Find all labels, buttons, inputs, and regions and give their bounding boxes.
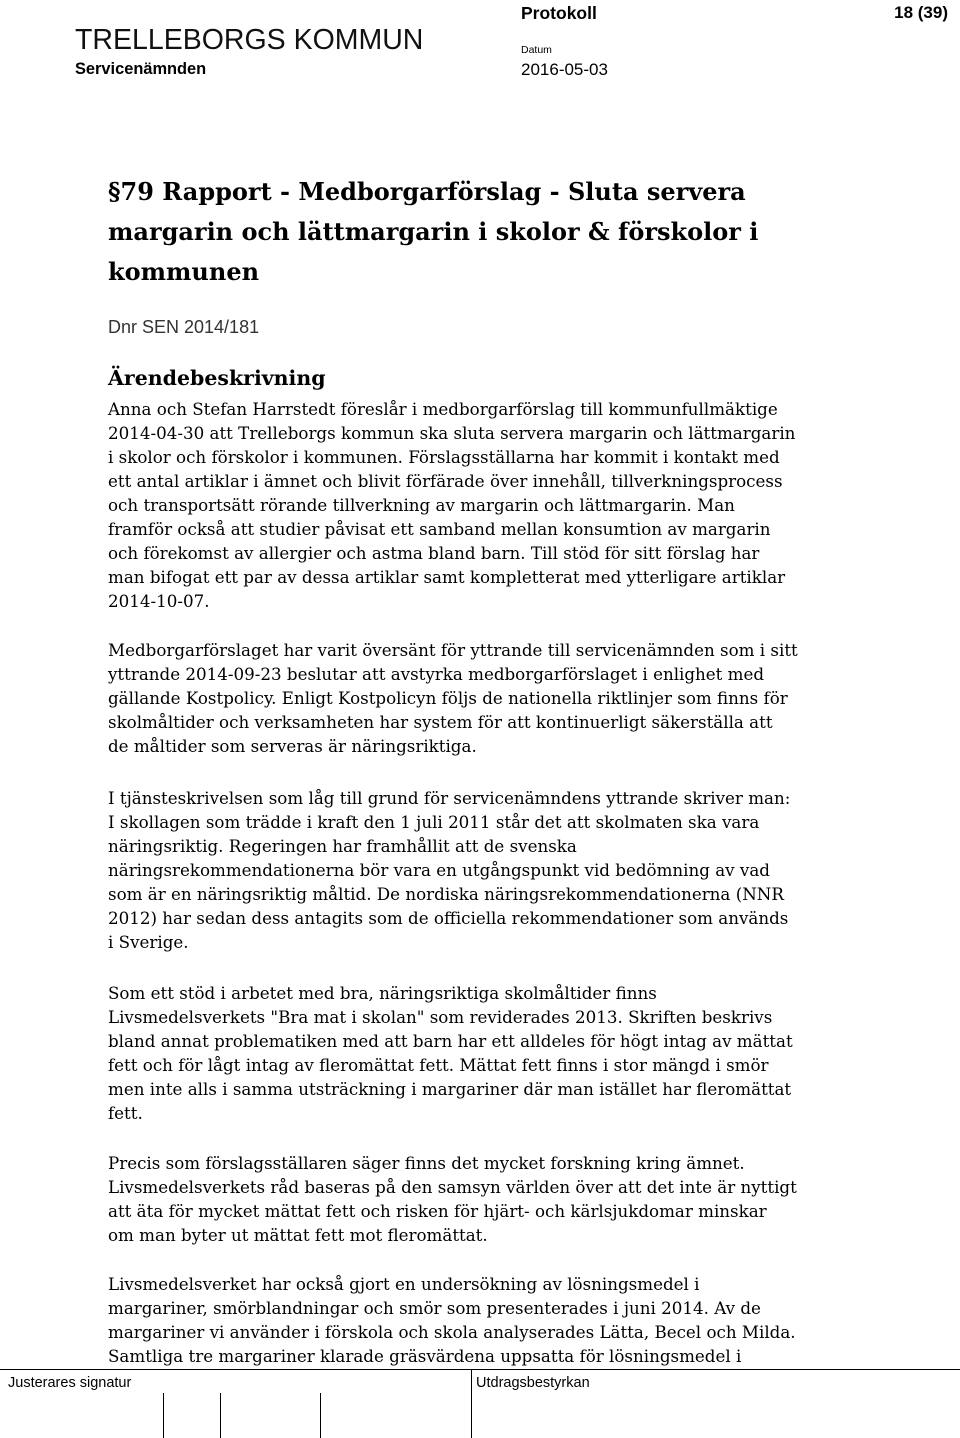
paragraph-line: fett och för lågt intag av fleromättat fett. Mättat fett finns i stor mängd i smör bbox=[108, 1055, 769, 1075]
paragraph-line: Som ett stöd i arbetet med bra, näringsriktiga skolmåltider finns bbox=[108, 983, 657, 1003]
paragraph-line: gällande Kostpolicy. Enligt Kostpolicyn följs de nationella riktlinjer som finns för bbox=[108, 688, 788, 708]
paragraph-line: Precis som förslagsställaren säger finns det mycket forskning kring ämnet. bbox=[108, 1153, 745, 1173]
paragraph-line: 2014-10-07. bbox=[108, 591, 210, 611]
paragraph-line: Anna och Stefan Harrstedt föreslår i medborgarförslag till kommunfullmäktige bbox=[108, 399, 778, 419]
paragraph bbox=[108, 981, 793, 1125]
paragraph-line: yttrande 2014-09-23 beslutar att avstyrka medborgarförslaget i enlighet med bbox=[108, 664, 765, 684]
paragraph-line: 2012) har sedan dess antagits som de officiella rekommendationer som används bbox=[108, 908, 789, 928]
organization-name: TRELLEBORGS KOMMUN bbox=[75, 24, 424, 56]
paragraph-line: som är en näringsriktig måltid. De nordiska näringsrekommendationerna (NNR bbox=[108, 884, 784, 904]
paragraph-line: att äta för mycket mättat fett och risken för hjärt- och kärlsjukdomar minskar bbox=[108, 1201, 767, 1221]
paragraph bbox=[108, 786, 790, 954]
paragraph-line: ett antal artiklar i ämnet och blivit förfärade över innehåll, tillverkningsprocess bbox=[108, 471, 783, 491]
paragraph-line: Medborgarförslaget har varit översänt för yttrande till servicenämnden som i sitt bbox=[108, 640, 798, 660]
paragraph-line: margariner vi använder i förskola och skola analyserades Lätta, Becel och Milda. bbox=[108, 1322, 796, 1342]
paragraph bbox=[108, 397, 795, 613]
section-title bbox=[108, 172, 758, 292]
signature-box-divider bbox=[320, 1393, 321, 1438]
committee-name: Servicenämnden bbox=[75, 60, 207, 78]
paragraph-line: skolmåltider och verksamheten har system för att kontinuerligt säkerställa att bbox=[108, 712, 773, 732]
paragraph-line: och förekomst av allergier och astma bland barn. Till stöd för sitt förslag har bbox=[108, 543, 760, 563]
paragraph bbox=[108, 638, 798, 758]
section-title-line: §79 Rapport - Medborgarförslag - Sluta servera bbox=[108, 177, 746, 206]
certification-label: Utdragsbestyrkan bbox=[476, 1375, 590, 1391]
date-label: Datum bbox=[521, 44, 552, 56]
paragraph-line: Livsmedelsverket har också gjort en undersökning av lösningsmedel i bbox=[108, 1274, 700, 1294]
paragraph bbox=[108, 1272, 796, 1368]
paragraph-line: och transportsätt rörande tillverkning av margarin och lättmargarin. Man bbox=[108, 495, 735, 515]
paragraph-line: Samtliga tre margariner klarade gräsvärdena uppsatta för lösningsmedel i bbox=[108, 1346, 742, 1366]
paragraph-line: 2014-04-30 att Trelleborgs kommun ska sluta servera margarin och lättmargarin bbox=[108, 423, 796, 443]
paragraph-line: framför också att studier påvisat ett samband mellan konsumtion av margarin bbox=[108, 519, 771, 539]
paragraph-line: man bifogat ett par av dessa artiklar samt kompletterat med ytterligare artiklar bbox=[108, 567, 786, 587]
paragraph-line: i Sverige. bbox=[108, 932, 189, 952]
paragraph-line: Livsmedelsverkets råd baseras på den samsyn världen över att det inte är nyttigt bbox=[108, 1177, 797, 1197]
page-number: 18 (39) bbox=[894, 3, 948, 22]
paragraph-line: men inte alls i samma utsträckning i margariner där man istället har fleromättat bbox=[108, 1079, 792, 1099]
section-title-line: kommunen bbox=[108, 257, 260, 286]
paragraph-line: Livsmedelsverkets "Bra mat i skolan" som reviderades 2013. Skriften beskrivs bbox=[108, 1007, 773, 1027]
paragraph-line: i skolor och förskolor i kommunen. Förslagsställarna har kommit i kontakt med bbox=[108, 447, 780, 467]
paragraph-line: näringsrekommendationerna bör vara en utgångspunkt vid bedömning av vad bbox=[108, 860, 770, 880]
document-type: Protokoll bbox=[521, 3, 597, 23]
section-title-line: margarin och lättmargarin i skolor & förskolor i bbox=[108, 217, 759, 246]
paragraph-line: I tjänsteskrivelsen som låg till grund för servicenämndens yttrande skriver man: bbox=[108, 788, 791, 808]
signature-label: Justerares signatur bbox=[8, 1375, 132, 1391]
paragraph-line: margariner, smörblandningar och smör som presenterades i juni 2014. Av de bbox=[108, 1298, 761, 1318]
paragraph-line: fett. bbox=[108, 1103, 143, 1123]
paragraph-line: I skollagen som trädde i kraft den 1 juli 2011 står det att skolmaten ska vara bbox=[108, 812, 760, 832]
certification-box-divider bbox=[471, 1369, 472, 1438]
document-date: 2016-05-03 bbox=[521, 60, 608, 79]
paragraph-line: om man byter ut mättat fett mot fleromättat. bbox=[108, 1225, 488, 1245]
case-number: Dnr SEN 2014/181 bbox=[108, 317, 260, 337]
paragraph-line: näringsriktig. Regeringen har framhållit att de svenska bbox=[108, 836, 577, 856]
paragraph-line: de måltider som serveras är näringsriktiga. bbox=[108, 736, 477, 756]
paragraph bbox=[108, 1151, 797, 1247]
paragraph-line: bland annat problematiken med att barn har ett alldeles för högt intag av mättat bbox=[108, 1031, 793, 1051]
signature-box-divider bbox=[163, 1393, 164, 1438]
signature-box-divider bbox=[220, 1393, 221, 1438]
case-description-heading: Ärendebeskrivning bbox=[108, 366, 326, 390]
footer-divider bbox=[0, 1369, 960, 1370]
